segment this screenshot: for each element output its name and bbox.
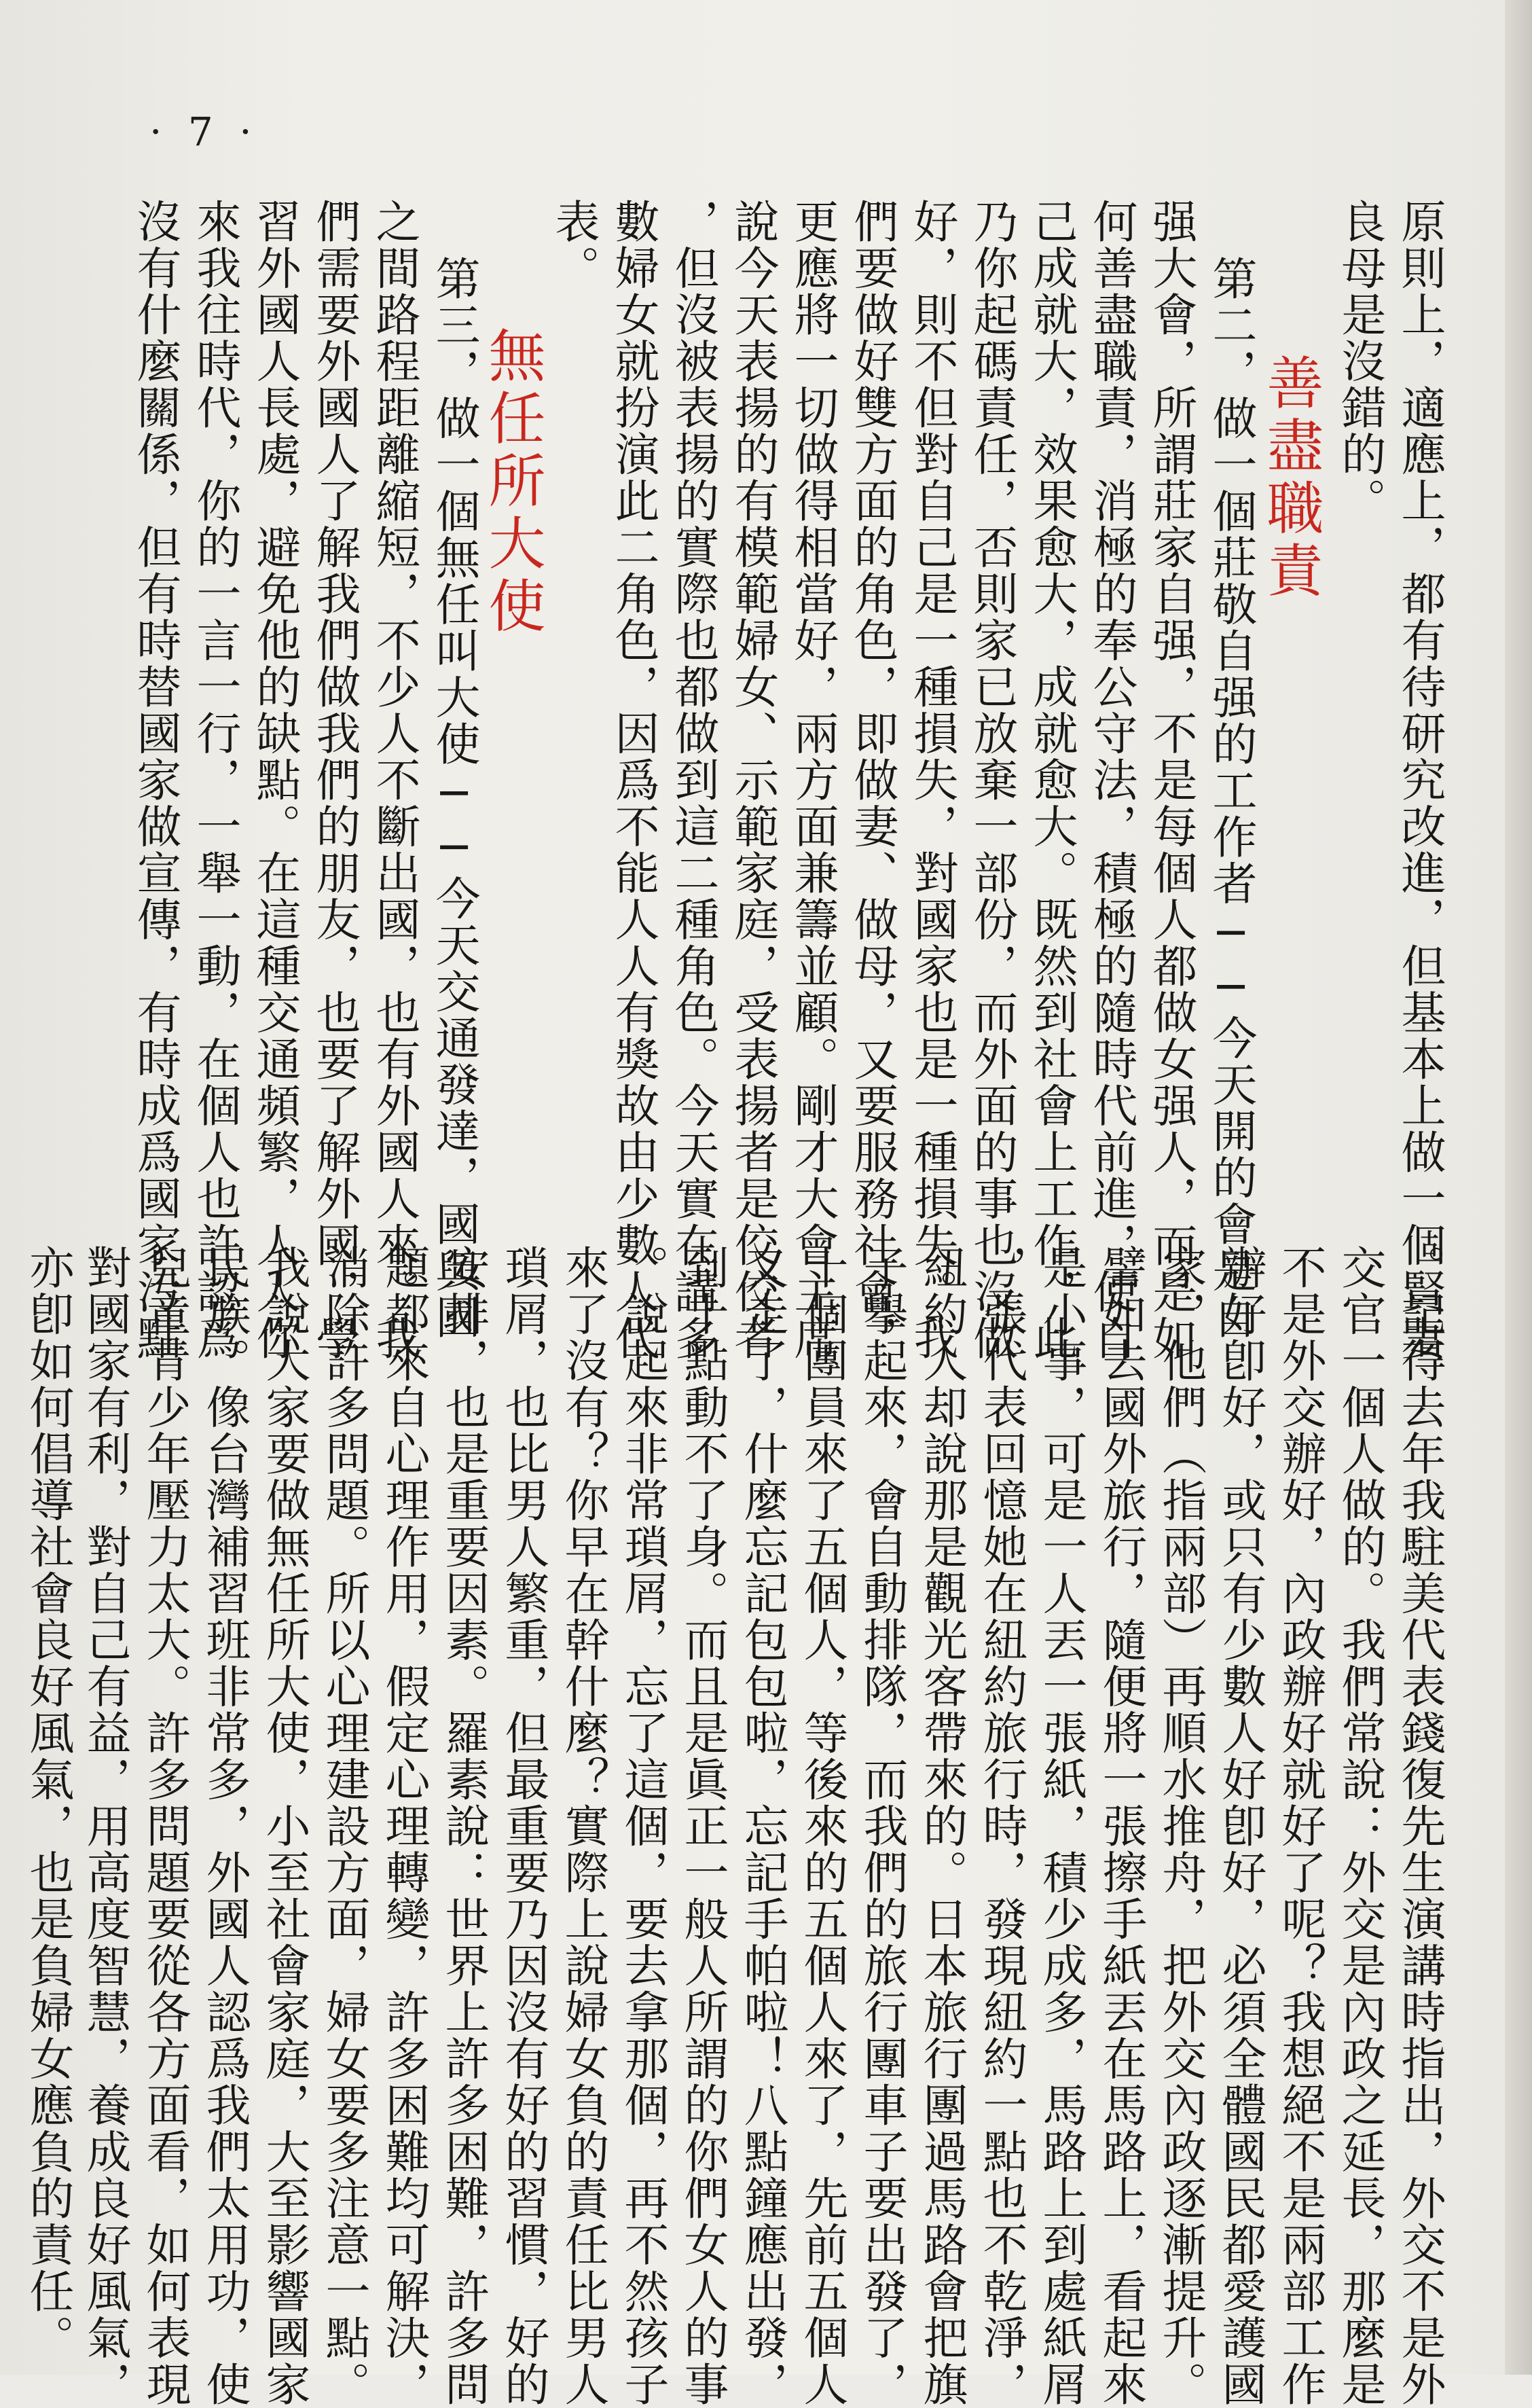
- section2-line-4: 習外國人長處，避免他的缺點。在這種交通頻繁，人人你: [249, 198, 301, 1362]
- section1-line-11: 數婦女就扮演此二角色，因爲不能人人有獎故由少數人代: [607, 198, 659, 1362]
- section2-line-2: 之間路程距離縮短，不少人不斷出國，也有外國人來。我: [368, 198, 420, 1362]
- page-number: · 7 ·: [149, 109, 259, 155]
- section2-line-3: 們需要外國人了解我們做我們的朋友，也要了解外國，學: [308, 198, 361, 1362]
- upper-line-1: 原則上，適應上，都有待研究改進，但基本上做一個賢妻: [1393, 198, 1446, 1362]
- lower-line-4: 辦好卽好，或只有少數人好卽好，必須全體國民都愛護國: [1214, 1244, 1266, 2408]
- lower-line-5: 家，他們（指兩部）再順水推舟，把外交內政逐漸提升。: [1154, 1244, 1207, 2408]
- lower-line-13: 到十點動不了身。而且是眞正一般人所謂的你們女人的事: [676, 1244, 729, 2408]
- lower-line-6: 譬如去國外旅行，隨便將一張擦手紙丟在馬路上，看起來: [1095, 1244, 1147, 2408]
- lower-line-14: 。說起來非常瑣屑，忘了這個，要去拿那個，再不然孩子: [617, 1244, 669, 2408]
- lower-line-24: 亦卽如何倡導社會良好風氣，也是負婦女應負的責任。: [22, 1244, 74, 2361]
- lower-line-8: ，張代表回憶她在紐約旅行時，發現紐約一點也不乾淨，: [975, 1244, 1027, 2408]
- lower-line-16: 瑣屑，也比男人繁重，但最重要乃因沒有好的習慣，好的: [497, 1244, 549, 2408]
- section2-line-6: 沒有什麼關係，但有時替國家做宣傳，有時成爲國家汚點: [129, 198, 181, 1362]
- section1-line-3: 何善盡職責，消極的奉公守法，積極的隨時代前進，使自: [1085, 198, 1137, 1362]
- section1-line-12: 表。: [547, 198, 600, 291]
- section1-line-10: ，但沒被表揚的實際也都做到這二種角色。今天實在講多: [667, 198, 719, 1362]
- section2-line-1: 第三，做一個無任叫大使──今天交通發達，國與國: [428, 255, 480, 1341]
- section2-line-5: 來我往時代，你的一言一行，一舉一動，在個人也許認爲: [189, 198, 241, 1362]
- lower-line-10: 子擧起來，會自動排隊，而我們的旅行團車子要出發了，: [856, 1244, 908, 2408]
- upper-line-2: 良母是沒錯的。: [1334, 198, 1386, 524]
- section1-line-6: 好，則不但對自己是一種損失，對國家也是一種損失。我: [906, 198, 958, 1362]
- lower-line-21: 民族。像台灣補習班非常多，外國人認爲我們太用功，使: [198, 1244, 251, 2408]
- lower-line-11: 十個團員來了五個人，等後來的五個人來了，先前五個人: [796, 1244, 848, 2408]
- section1-line-1: 第二，做一個莊敬自强的工作者──今天開的會是自: [1205, 255, 1257, 1341]
- lower-line-23: 對國家有利，對自己有益，用高度智慧，養成良好風氣，: [79, 1244, 131, 2408]
- lower-line-18: 題都來自心理作用，假定心理轉變，許多困難均可解決，: [378, 1244, 430, 2408]
- lower-line-9: 紐約人却說那是觀光客帶來的。日本旅行團過馬路會把旗: [915, 1244, 968, 2408]
- section1-line-2: 强大會，所謂莊家自强，不是每個人都做女强人，而是如: [1145, 198, 1197, 1362]
- lower-line-15: 來了沒有？你早在幹什麼？實際上說婦女負的責任比男人: [557, 1244, 609, 2408]
- lower-line-7: 是小事，可是一人丟一張紙，積少成多，馬路上到處紙屑: [1035, 1244, 1087, 2408]
- section1-line-4: 己成就大，效果愈大，成就愈大。既然到社會上工作，此: [1025, 198, 1078, 1362]
- section1-line-9: 說今天表揚的有模範婦女、示範家庭，受表揚者是佼佼者: [727, 198, 779, 1362]
- lower-line-3: 不是外交辦好，內政辦好就好了呢？我想絕不是兩部工作: [1274, 1244, 1326, 2408]
- lower-line-2: 交官一個人做的。我們常說：外交是內政之延長，那麼是: [1334, 1244, 1386, 2408]
- lower-line-12: 又走了，什麼忘記包包啦，忘記手帕啦！八點鐘應出發，: [736, 1244, 788, 2408]
- lower-line-1: 。記得去年我駐美代表錢復先生演講時指出，外交不是外: [1393, 1244, 1446, 2408]
- page-binding-edge: [1505, 0, 1532, 2375]
- section1-line-5: 乃你起碼責任，否則家已放棄一部份，而外面的事也沒做: [966, 198, 1018, 1362]
- lower-line-17: 安排，也是重要因素。羅素說：世界上許多困難，許多問: [437, 1244, 490, 2408]
- lower-line-22: 兒童青少年壓力太大。許多問題要從各方面看，如何表現: [139, 1244, 191, 2408]
- lower-line-19: 消除許多問題。所以心理建設方面，婦女要多注意一點。: [318, 1244, 370, 2408]
- section1-line-8: 更應將一切做得相當好，兩方面兼籌並顧。剛才大會主席: [786, 198, 839, 1362]
- section1-line-7: 們要做好雙方面的角色，即做妻、做母，又要服務社會，: [846, 198, 898, 1362]
- lower-line-20: 我說大家要做無任所大使，小至社會家庭，大至影響國家: [258, 1244, 310, 2408]
- section-heading-2: 無任所大使: [479, 326, 546, 639]
- section-heading-1: 善盡職責: [1258, 353, 1324, 603]
